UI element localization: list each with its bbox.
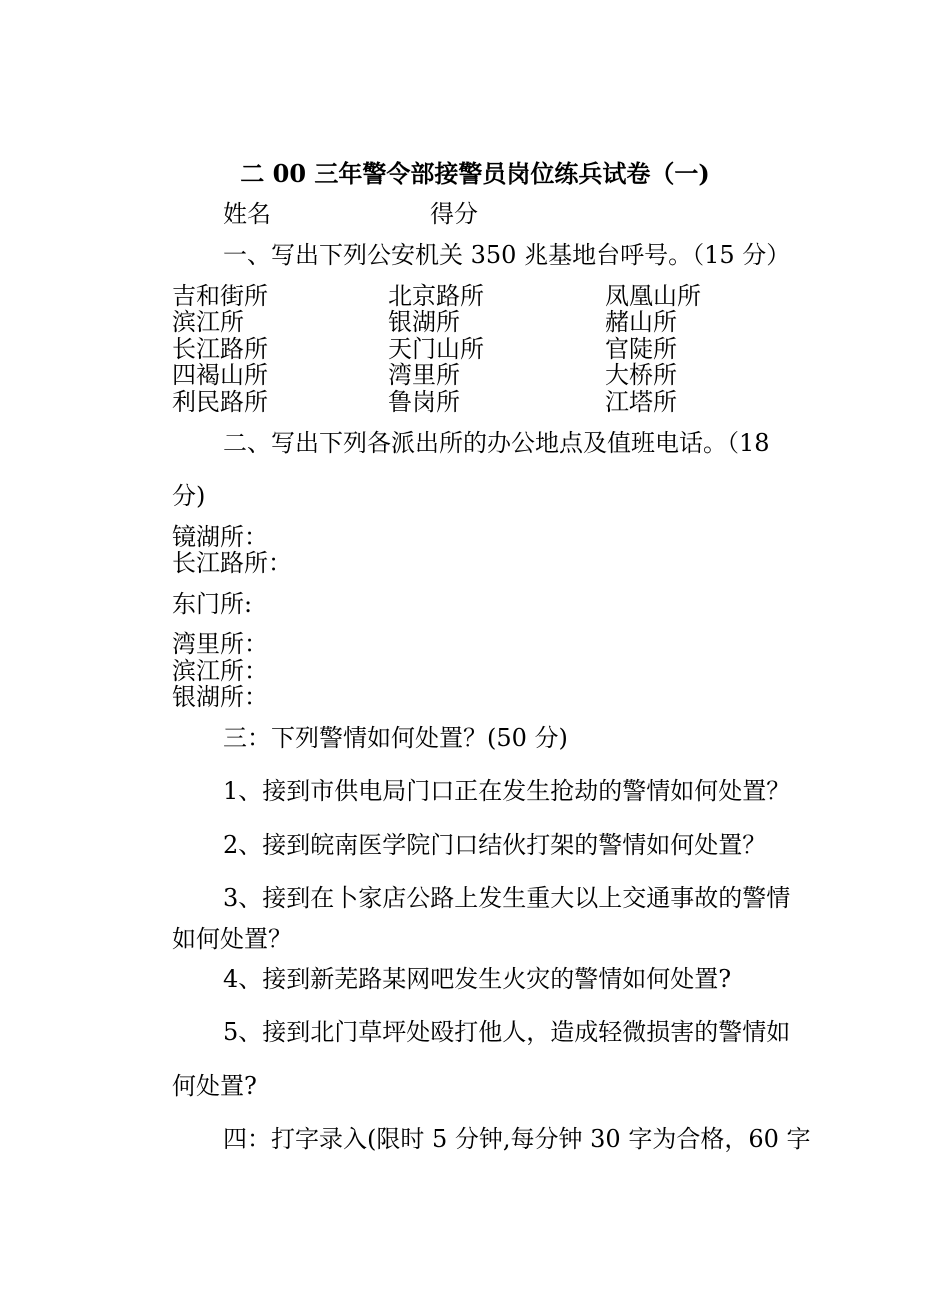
name-label: 姓名: [223, 200, 271, 228]
station-cell: 大桥所: [605, 361, 677, 389]
document-title: 二 00 三年警令部接警员岗位练兵试卷（一): [240, 159, 710, 188]
score-label: 得分: [430, 200, 478, 228]
office-item: 银湖所：: [172, 683, 268, 711]
question-5-cont: 何处置?: [172, 1072, 257, 1100]
station-cell: 江塔所: [605, 388, 677, 416]
station-cell: 北京路所: [388, 282, 484, 310]
station-cell: 天门山所: [388, 335, 484, 363]
question-1: 1、接到市供电局门口正在发生抢劫的警情如何处置？: [223, 777, 791, 805]
section2-heading: 二、写出下列各派出所的办公地点及值班电话。（18: [223, 429, 770, 457]
office-item: 东门所:: [172, 590, 253, 618]
station-cell: 吉和街所: [172, 282, 268, 310]
office-item: 湾里所：: [172, 630, 268, 658]
office-item: 长江路所：: [172, 549, 292, 577]
section4-heading: 四：打字录入(限时 5 分钟,每分钟 30 字为合格，60 字: [223, 1125, 811, 1153]
section2-heading-cont: 分): [172, 482, 206, 510]
station-cell: 凤凰山所: [605, 282, 701, 310]
station-cell: 银湖所: [388, 308, 460, 336]
question-2: 2、接到皖南医学院门口结伙打架的警情如何处置？: [223, 831, 767, 859]
station-cell: 利民路所: [172, 388, 268, 416]
question-5: 5、接到北门草坪处殴打他人，造成轻微损害的警情如: [223, 1018, 791, 1046]
station-cell: 滨江所: [172, 308, 244, 336]
station-cell: 官陡所: [605, 335, 677, 363]
question-3: 3、接到在卜家店公路上发生重大以上交通事故的警情: [223, 884, 791, 912]
office-item: 镜湖所：: [172, 523, 268, 551]
station-cell: 赭山所: [605, 308, 677, 336]
station-cell: 鲁岗所: [388, 388, 460, 416]
office-item: 滨江所：: [172, 657, 268, 685]
section1-heading: 一、写出下列公安机关 350 兆基地台呼号。（15 分）: [223, 241, 791, 269]
station-cell: 湾里所: [388, 361, 460, 389]
question-4: 4、接到新芜路某网吧发生火灾的警情如何处置?: [223, 965, 732, 993]
section3-heading: 三：下列警情如何处置？(50 分): [223, 724, 568, 752]
station-cell: 四褐山所: [172, 361, 268, 389]
station-cell: 长江路所: [172, 335, 268, 363]
question-3-cont: 如何处置？: [172, 925, 292, 953]
